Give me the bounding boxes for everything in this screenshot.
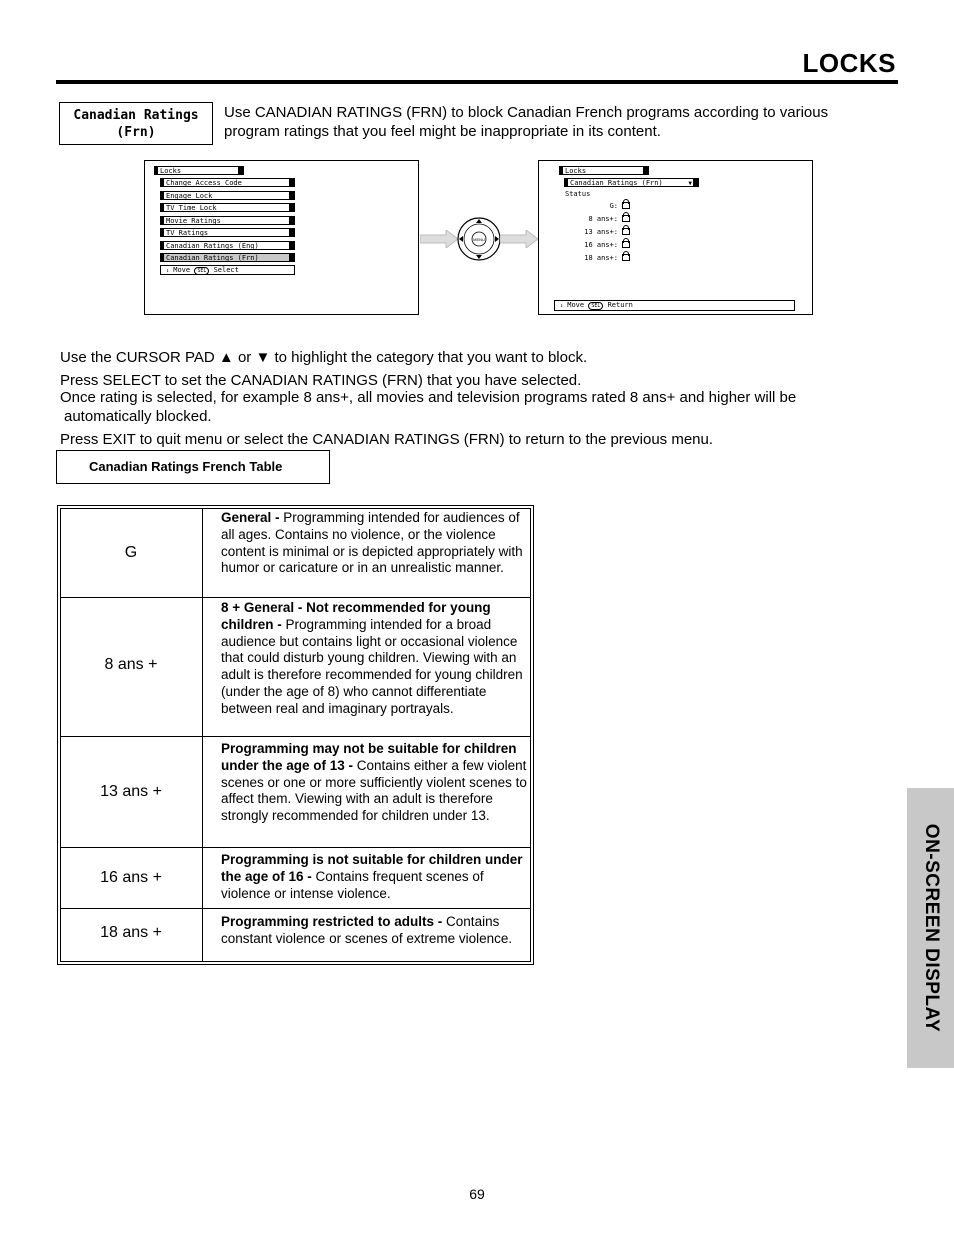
rating-16[interactable]: 16 ans+:: [584, 241, 630, 250]
rating-name: 13 ans +: [100, 783, 162, 800]
table-row: [61, 909, 530, 961]
sel-icon: SEL: [194, 267, 209, 275]
page-number: 69: [469, 1186, 485, 1202]
unlock-icon: [622, 202, 630, 209]
chevron-down-icon: ▼: [688, 180, 692, 187]
menu-footer: ↕ Move SEL Select: [160, 265, 295, 275]
section-label: Canadian Ratings (Frn): [73, 108, 199, 140]
menu-button-label: MENU: [473, 237, 485, 242]
remote-cursor-pad-icon: [456, 216, 502, 262]
instruction-example-cont: automatically blocked.: [64, 408, 212, 425]
page-title: LOCKS: [802, 48, 896, 78]
rating-description: Programming may not be suitable for children under the age of 13 - Contains either a few violent scenes or one or more sufficiently violent scenes to affect them. Viewing with an adult is therefore strongly recommended for children under 13.: [221, 741, 527, 824]
canadian-frn-screen: [538, 160, 813, 315]
rating-name: 8 ans +: [104, 656, 158, 673]
menu-footer: ↕ Move SEL Return: [554, 300, 795, 311]
right-arrow-icon-2: [500, 230, 540, 248]
side-tab-label: ON-SCREEN DISPLAY: [920, 823, 942, 1033]
menu-item-canadian-frn[interactable]: Canadian Ratings (Frn): [160, 253, 295, 262]
table-row: [61, 509, 530, 598]
menu-item-canadian-eng[interactable]: Canadian Ratings (Eng): [160, 241, 295, 250]
instruction-select: Press SELECT to set the CANADIAN RATINGS (FRN) that you have selected.: [60, 372, 582, 389]
rating-name: G: [124, 544, 138, 561]
instruction-exit: Press EXIT to quit menu or select the CANADIAN RATINGS (FRN) to return to the previous menu.: [60, 431, 714, 448]
sel-icon: SEL: [588, 302, 603, 310]
ratings-table: [57, 505, 534, 965]
unlock-icon: [622, 254, 630, 261]
menu-item-tv-time-lock[interactable]: TV Time Lock: [160, 203, 295, 212]
rating-13[interactable]: 13 ans+:: [584, 228, 630, 237]
section-label-box: [59, 102, 213, 145]
menu-title: Locks: [154, 166, 244, 175]
menu-item-canadian-frn-selected[interactable]: Canadian Ratings (Frn) ▼: [564, 178, 699, 187]
updown-icon: ↕: [166, 268, 170, 274]
menu-title: Locks: [559, 166, 649, 175]
instruction-example: Once rating is selected, for example 8 ans+, all movies and television programs rated 8 ans+ and higher will be: [60, 389, 797, 406]
right-arrow-icon: [420, 230, 460, 248]
side-tab: [907, 788, 954, 1068]
menu-item-change-access-code[interactable]: Change Access Code: [160, 178, 295, 187]
status-label: Status: [565, 190, 591, 198]
menu-item-engage-lock[interactable]: Engage Lock: [160, 191, 295, 200]
table-caption: Canadian Ratings French Table: [89, 459, 283, 474]
rating-description: 8 + General - Not recommended for young children - Programming intended for a broad audience but contains light or occasional violence that could disturb young children. Viewing with an adult is therefore recommended for young children (under the age of 8) who cannot differentiate between real and imaginary portrayals.: [221, 600, 523, 716]
updown-icon: ↕: [560, 303, 564, 309]
rating-description: General - Programming intended for audiences of all ages. Contains no violence, or the violence content is minimal or is depicted appropriately with humor or caricature or in an unrealistic manner.: [221, 510, 523, 576]
table-caption-box: [56, 450, 330, 484]
rating-description: Programming is not suitable for children under the age of 16 - Contains frequent scenes of violence or intense violence.: [221, 852, 523, 901]
menu-item-movie-ratings[interactable]: Movie Ratings: [160, 216, 295, 225]
instruction-cursor: Use the CURSOR PAD ▲ or ▼ to highlight the category that you want to block.: [60, 349, 588, 366]
menu-item-tv-ratings[interactable]: TV Ratings: [160, 228, 295, 237]
rating-18[interactable]: 18 ans+:: [584, 254, 630, 263]
unlock-icon: [622, 228, 630, 235]
intro-text: Use CANADIAN RATINGS (FRN) to block Canadian French programs according to various program ratings that you feel might be inappropriate in its content.: [224, 104, 829, 140]
locks-menu-screen: [144, 160, 419, 315]
unlock-icon: [622, 215, 630, 222]
title-rule: [56, 80, 898, 84]
rating-name: 16 ans +: [100, 869, 162, 886]
rating-name: 18 ans +: [100, 924, 162, 941]
table-row: [61, 848, 530, 909]
rating-description: Programming restricted to adults - Contains constant violence or scenes of extreme violence.: [221, 914, 513, 946]
rating-g[interactable]: G:: [610, 202, 630, 211]
unlock-icon: [622, 241, 630, 248]
table-row: [61, 598, 530, 737]
table-row: [61, 737, 530, 848]
rating-8[interactable]: 8 ans+:: [588, 215, 630, 224]
